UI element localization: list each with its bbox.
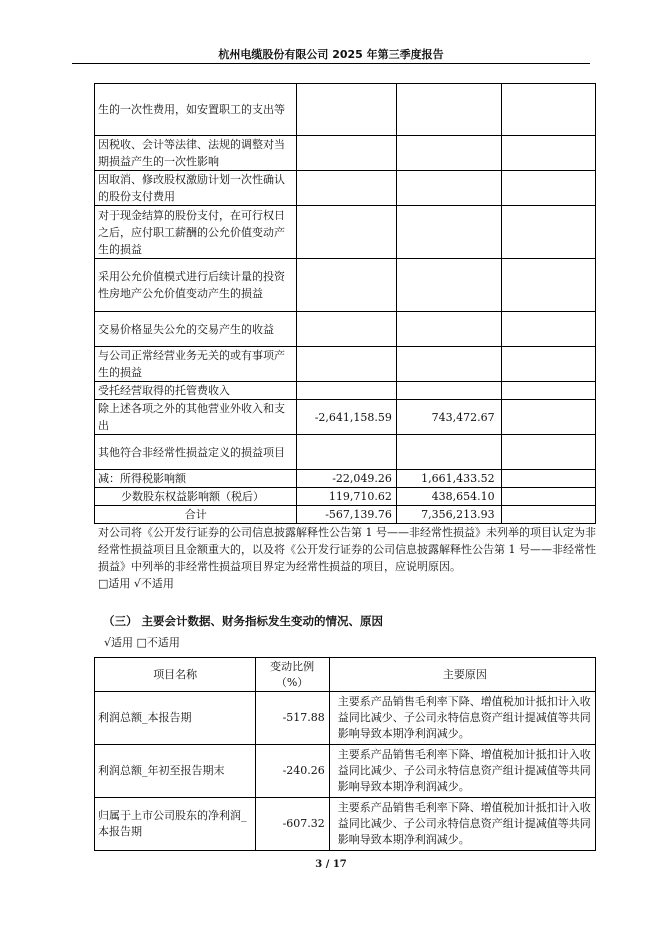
value-col-3	[501, 206, 595, 259]
value-col-1	[297, 382, 396, 400]
item-name: 利润总额_年初至报告期末	[95, 745, 256, 798]
value-col-1	[297, 136, 396, 171]
value-col-3	[501, 347, 595, 382]
header-item-name: 项目名称	[95, 658, 256, 692]
table-row	[95, 435, 596, 470]
value-col-3	[501, 259, 595, 312]
financial-changes-table	[94, 657, 596, 851]
value-col-3	[501, 382, 595, 400]
value-col-1	[297, 435, 396, 470]
value-col-1: -567,139.76	[297, 506, 396, 524]
table-row	[95, 692, 596, 745]
main-reason: 主要系产品销售毛利率下降、增值税加计抵扣计入收益同比减少、子公司永特信息资产组计提减值等共同影响导致本期净利润减少。	[329, 692, 595, 745]
report-header-title: 杭州电缆股份有限公司 2025 年第三季度报告	[218, 48, 444, 61]
value-col-1	[297, 171, 396, 206]
value-col-3	[501, 171, 595, 206]
item-label: 采用公允价值模式进行后续计量的投资性房地产公允价值变动产生的损益	[95, 259, 297, 312]
value-col-1	[297, 206, 396, 259]
value-col-1: 119,710.62	[297, 488, 396, 506]
value-col-2	[396, 347, 501, 382]
value-col-3	[501, 470, 595, 488]
value-col-3	[501, 506, 595, 524]
item-label: 对于现金结算的股份支付，在可行权日之后，应付职工薪酬的公允价值变动产生的损益	[95, 206, 297, 259]
item-label: 减：所得税影响额	[95, 470, 297, 488]
main-reason: 主要系产品销售毛利率下降、增值税加计抵扣计入收益同比减少、子公司永特信息资产组计提减值等共同影响导致本期净利润减少。	[329, 745, 595, 798]
item-label: 交易价格显失公允的交易产生的收益	[95, 312, 297, 347]
value-col-3	[501, 84, 595, 136]
change-ratio: -517.88	[256, 692, 329, 745]
page-number: 3 / 17	[315, 859, 347, 870]
value-col-2	[396, 206, 501, 259]
value-col-2: 7,356,213.93	[396, 506, 501, 524]
value-col-2	[396, 259, 501, 312]
item-label: 与公司正常经营业务无关的或有事项产生的损益	[95, 347, 297, 382]
table-row	[95, 206, 596, 259]
change-ratio: -607.32	[256, 798, 329, 851]
table-row	[95, 745, 596, 798]
value-col-2	[396, 171, 501, 206]
item-label: 除上述各项之外的其他营业外收入和支出	[95, 400, 297, 435]
value-col-2	[396, 84, 501, 136]
table-row	[95, 136, 596, 171]
item-name: 归属于上市公司股东的净利润_本报告期	[95, 798, 256, 851]
section-applicability-checkbox: √适用 □不适用	[104, 636, 180, 649]
value-col-2	[396, 435, 501, 470]
table-row	[95, 798, 596, 851]
header-change-ratio: 变动比例（%）	[256, 658, 329, 692]
table-row	[95, 382, 596, 400]
note-text: 对公司将《公开发行证券的公司信息披露解释性公告第 1 号——非经常性损益》未列举的项目认定为非经常性损益项目且金额重大的，以及将《公开发行证券的公司信息披露解释性公告第 1 号——非经常性损益》中列举的非经常性损益项目界定为经常性损益的项目，应说明原因。	[98, 526, 596, 573]
table-row	[95, 488, 596, 506]
value-col-1: -2,641,158.59	[297, 400, 396, 435]
section-title: （三） 主要会计数据、财务指标发生变动的情况、原因	[103, 614, 384, 628]
table-row	[95, 312, 596, 347]
total-label: 合计	[95, 506, 297, 524]
value-col-1	[297, 347, 396, 382]
value-col-2: 1,661,433.52	[396, 470, 501, 488]
value-col-2	[396, 382, 501, 400]
value-col-2: 743,472.67	[396, 400, 501, 435]
item-label: 因取消、修改股权激励计划一次性确认的股份支付费用	[95, 171, 297, 206]
table-row	[95, 400, 596, 435]
value-col-2	[396, 136, 501, 171]
value-col-2: 438,654.10	[396, 488, 501, 506]
item-label: 生的一次性费用，如安置职工的支出等	[95, 84, 297, 136]
value-col-1	[297, 259, 396, 312]
item-name: 利润总额_本报告期	[95, 692, 256, 745]
table-row-total	[95, 506, 596, 524]
table-row	[95, 259, 596, 312]
item-label: 受托经营取得的托管费收入	[95, 382, 297, 400]
value-col-1	[297, 84, 396, 136]
table-row	[95, 347, 596, 382]
value-col-3	[501, 136, 595, 171]
value-col-3	[501, 435, 595, 470]
value-col-2	[396, 312, 501, 347]
item-label: 少数股东权益影响额（税后）	[95, 488, 297, 506]
non-recurring-items-table	[94, 83, 596, 524]
value-col-3	[501, 312, 595, 347]
table-row	[95, 470, 596, 488]
value-col-1: -22,049.26	[297, 470, 396, 488]
table-row	[95, 84, 596, 136]
header-divider	[72, 63, 590, 64]
value-col-3	[501, 488, 595, 506]
main-reason: 主要系产品销售毛利率下降、增值税加计抵扣计入收益同比减少、子公司永特信息资产组计提减值等共同影响导致本期净利润减少。	[329, 798, 595, 851]
explanation-note	[98, 524, 598, 592]
value-col-1	[297, 312, 396, 347]
item-label: 因税收、会计等法律、法规的调整对当期损益产生的一次性影响	[95, 136, 297, 171]
header-main-reason: 主要原因	[329, 658, 595, 692]
table-row	[95, 171, 596, 206]
value-col-3	[501, 400, 595, 435]
change-ratio: -240.26	[256, 745, 329, 798]
note-applicability-checkbox: □适用 √不适用	[98, 577, 174, 590]
item-label: 其他符合非经常性损益定义的损益项目	[95, 435, 297, 470]
table-header-row	[95, 658, 596, 692]
